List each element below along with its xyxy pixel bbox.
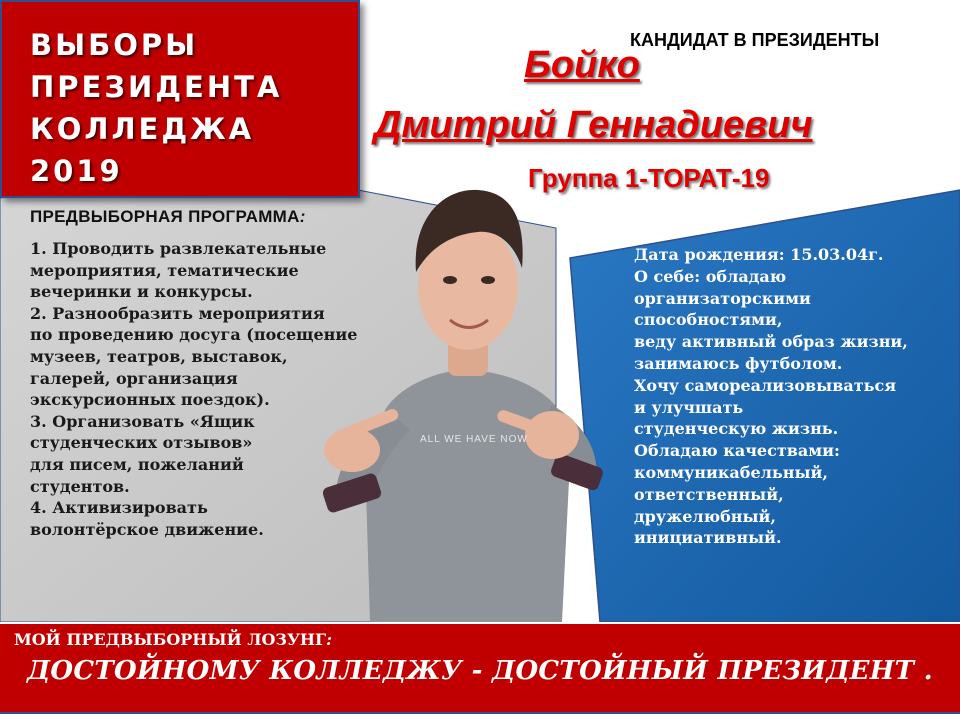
program-line: 3. Организовать «Ящик — [30, 411, 255, 431]
program-line: по проведению досуга (посещение — [30, 325, 358, 345]
info-line: способностями, — [634, 310, 783, 330]
candidate-name: Дмитрий Геннадиевич — [374, 104, 813, 146]
info-line: организаторскими — [634, 288, 811, 308]
election-title — [30, 24, 282, 192]
info-line: коммуникабельный, — [634, 462, 828, 482]
program-line: мероприятия, тематические — [30, 260, 299, 280]
slogan-label-colon: : — [326, 630, 332, 649]
info-line: ответственный, — [634, 484, 784, 504]
program-heading-colon: : — [299, 207, 306, 226]
candidate-label: КАНДИДАТ В ПРЕЗИДЕНТЫ — [630, 30, 880, 50]
candidate-info — [634, 244, 944, 549]
program-line: вечеринки и конкурсы. — [30, 282, 253, 302]
program-line: 1. Проводить развлекательные — [30, 239, 327, 258]
info-line: инициативный. — [634, 528, 782, 548]
sweatshirt — [366, 370, 570, 622]
title-line-2: ПРЕЗИДЕНТА — [30, 70, 283, 104]
title-line-1: ВЫБОРЫ — [30, 28, 199, 62]
right-hand — [525, 411, 579, 459]
slogan-label-text: МОЙ ПРЕДВЫБОРНЫЙ ЛОЗУНГ — [14, 630, 327, 649]
info-line: веду активный образ жизни, — [634, 332, 908, 352]
info-line: Дата рождения: 15.03.04г. — [634, 245, 884, 264]
program-line: 2. Разнообразить мероприятия — [30, 303, 325, 323]
candidate-photo — [300, 160, 630, 622]
program-line: студенческих отзывов» — [30, 433, 253, 453]
info-line: Хочу самореализовываться — [634, 375, 897, 395]
slogan-banner — [0, 622, 960, 714]
program-heading — [30, 207, 306, 227]
slogan-text: ДОСТОЙНОМУ КОЛЛЕДЖУ - ДОСТОЙНЫЙ ПРЕЗИДЕНТ . — [26, 656, 934, 686]
right-eye — [481, 276, 495, 284]
candidate-group: Группа 1-ТОРАТ-19 — [528, 163, 770, 193]
program-line: волонтёрское движение. — [30, 519, 264, 539]
info-line: О себе: обладаю — [634, 266, 787, 286]
program-line: экскурсионных поездок). — [30, 390, 270, 410]
title-line-4: 2019 — [30, 154, 123, 188]
title-line-3: КОЛЛЕДЖА — [30, 112, 255, 146]
program-line: студентов. — [30, 476, 130, 496]
program-line: галерей, организация — [30, 368, 238, 388]
left-eye — [443, 276, 457, 284]
info-line: дружелюбный, — [634, 506, 776, 526]
program-line: 4. Активизировать — [30, 498, 208, 518]
info-line: студенческую жизнь. — [634, 419, 839, 439]
program-heading-text: ПРЕДВЫБОРНАЯ ПРОГРАММА — [30, 207, 300, 226]
info-line: и улучшать — [634, 397, 744, 417]
shirt-print: ALL WE HAVE NOW — [420, 434, 528, 445]
program-line: музеев, театров, выставок, — [30, 346, 288, 366]
slogan-label — [14, 630, 332, 649]
info-line: занимаюсь футболом. — [634, 353, 843, 373]
candidate-surname: Бойко — [524, 44, 640, 86]
info-line: Обладаю качествами: — [634, 441, 840, 461]
program-line: для писем, пожеланий — [30, 454, 244, 474]
